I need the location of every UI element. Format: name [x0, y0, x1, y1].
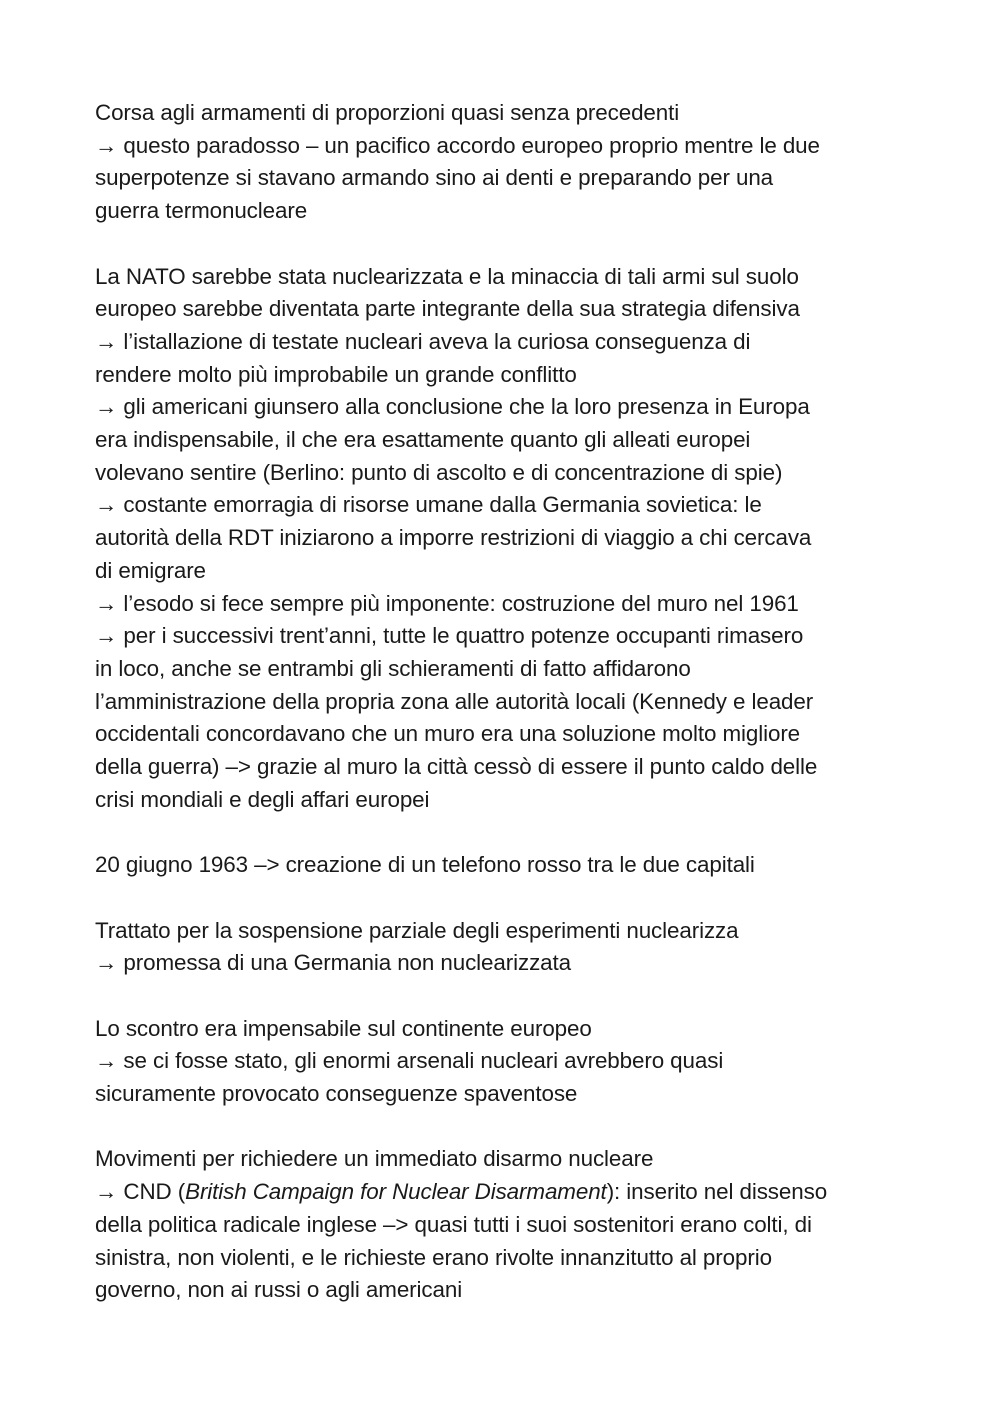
text-line: → gli americani giunsero alla conclusione che la loro presenza in Europa	[95, 394, 810, 420]
text-line: superpotenze si stavano armando sino ai denti e preparando per una	[95, 165, 774, 191]
text-line: era indispensabile, il che era esattamente quanto gli alleati europei	[95, 427, 751, 453]
text-line: Trattato per la sospensione parziale degli esperimenti nuclearizza	[95, 917, 739, 943]
text-line: 20 giugno 1963 –> creazione di un telefono rosso tra le due capitali	[95, 852, 755, 878]
cnd-prefix: → CND (	[95, 1179, 186, 1205]
text-line: in loco, anche se entrambi gli schieramenti di fatto affidarono	[95, 655, 691, 681]
text-line: l’amministrazione della propria zona alle autorità locali (Kennedy e leader	[95, 688, 814, 714]
text-line: → l’esodo si fece sempre più imponente: costruzione del muro nel 1961	[95, 590, 799, 616]
text-line: → promessa di una Germania non nuclearizzata	[95, 950, 572, 976]
text-line: Corsa agli armamenti di proporzioni quasi senza precedenti	[95, 100, 680, 125]
cnd-suffix: ): inserito nel dissenso	[606, 1179, 828, 1205]
text-line: → per i successivi trent’anni, tutte le quattro potenze occupanti rimasero	[95, 623, 804, 649]
paragraph-arms-race	[95, 97, 925, 228]
document-page	[95, 97, 925, 1340]
paragraph-conflict-unthinkable	[95, 1013, 925, 1111]
text-line: sicuramente provocato conseguenze spaventose	[95, 1081, 578, 1107]
text-line: Lo scontro era impensabile sul continente europeo	[95, 1015, 592, 1041]
text-line: → se ci fosse stato, gli enormi arsenali nucleari avrebbero quasi	[95, 1048, 724, 1074]
paragraph-test-ban-treaty	[95, 915, 925, 980]
text-line: → questo paradosso – un pacifico accordo europeo proprio mentre le due	[95, 132, 820, 158]
paragraph-nato	[95, 261, 925, 817]
text-line: guerra termonucleare	[95, 198, 308, 224]
text-line: → l’istallazione di testate nucleari aveva la curiosa conseguenza di	[95, 328, 751, 354]
text-line: di emigrare	[95, 557, 206, 583]
cnd-line	[95, 1176, 925, 1209]
text-line: europeo sarebbe diventata parte integrante della sua strategia difensiva	[95, 296, 800, 322]
text-line: rendere molto più improbabile un grande conflitto	[95, 361, 577, 387]
text-line: governo, non ai russi o agli americani	[95, 1277, 463, 1303]
text-line: autorità della RDT iniziarono a imporre restrizioni di viaggio a chi cercava	[95, 525, 812, 551]
cnd-full-name: British Campaign for Nuclear Disarmament	[185, 1179, 607, 1205]
paragraph-disarmament-movements	[95, 1143, 925, 1307]
paragraph-red-telephone	[95, 849, 925, 882]
text-line: volevano sentire (Berlino: punto di ascolto e di concentrazione di spie)	[95, 459, 783, 485]
text-line: della politica radicale inglese –> quasi tutti i suoi sostenitori erano colti, di	[95, 1211, 812, 1237]
text-line: sinistra, non violenti, e le richieste erano rivolte innanzitutto al proprio	[95, 1244, 772, 1270]
text-line: della guerra) –> grazie al muro la città cessò di essere il punto caldo delle	[95, 754, 818, 780]
text-line: Movimenti per richiedere un immediato disarmo nucleare	[95, 1146, 654, 1172]
text-line: La NATO sarebbe stata nuclearizzata e la minaccia di tali armi sul suolo	[95, 263, 799, 289]
text-line: crisi mondiali e degli affari europei	[95, 786, 430, 812]
text-line: occidentali concordavano che un muro era una soluzione molto migliore	[95, 721, 801, 747]
text-line: → costante emorragia di risorse umane dalla Germania sovietica: le	[95, 492, 762, 518]
